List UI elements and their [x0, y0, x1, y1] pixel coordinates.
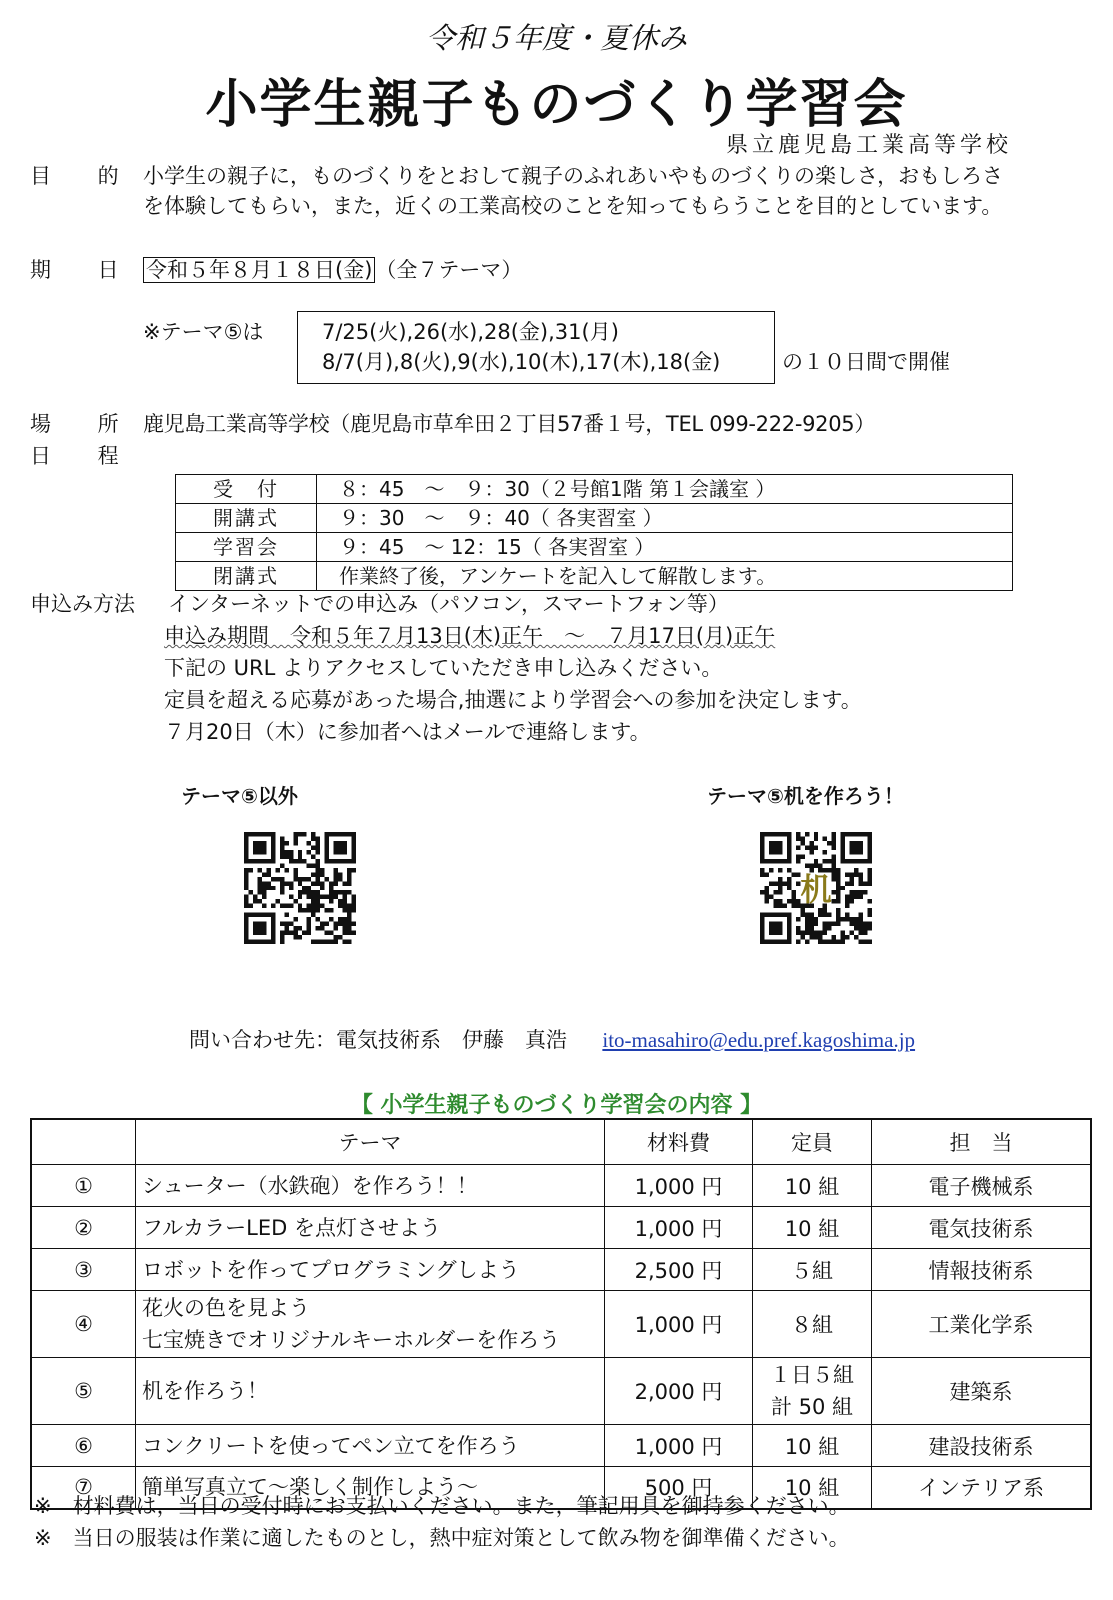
row-capacity: 10 組 — [753, 1165, 872, 1207]
header-number — [31, 1119, 136, 1165]
schedule-row-detail: ９：30 ～ ９：40（ 各実習室 ） — [317, 504, 1013, 533]
theme5-note-prefix: ※テーマ⑤は — [143, 320, 264, 344]
schedule-row — [176, 475, 1013, 504]
table-row — [31, 1358, 1091, 1425]
theme5-dates-line2: 8/7(月),8(火),9(水),10(木),17(木),18(金) — [322, 350, 721, 374]
contact-person: 問い合わせ先：電気技術系 伊藤 真浩 — [189, 1028, 567, 1052]
contents-table — [30, 1118, 1092, 1510]
row-cost: 2,500 円 — [605, 1249, 753, 1291]
event-date: 令和５年８月１８日(金) — [143, 257, 375, 283]
header-cost: 材料費 — [605, 1119, 753, 1165]
row-number: ④ — [31, 1291, 136, 1358]
row-cost: 2,000 円 — [605, 1358, 753, 1425]
qr-code-icon — [760, 832, 872, 944]
header-department: 担 当 — [872, 1119, 1092, 1165]
row-cost: 1,000 円 — [605, 1165, 753, 1207]
note-clothing: ※ 当日の服装は作業に適したものとし，熱中症対策として飲み物を御準備ください。 — [34, 1526, 850, 1550]
schedule-row-name: 学習会 — [176, 533, 317, 562]
header-capacity: 定員 — [753, 1119, 872, 1165]
schedule-row — [176, 504, 1013, 533]
row-number: ⑤ — [31, 1358, 136, 1425]
row-theme: コンクリートを使ってペン立てを作ろう — [136, 1425, 605, 1467]
row-cost: 500 円 — [605, 1467, 753, 1509]
application-url-instruction: 下記の URL よりアクセスしていただき申し込みください。 — [164, 656, 723, 680]
row-theme: 机を作ろう！ — [136, 1358, 605, 1425]
row-theme: 簡単写真立て～楽しく制作しよう～ — [136, 1467, 605, 1509]
row-department: 建設技術系 — [872, 1425, 1092, 1467]
row-department: インテリア系 — [872, 1467, 1092, 1509]
table-row — [31, 1425, 1091, 1467]
row-capacity: 10 組 — [753, 1425, 872, 1467]
application-lottery-note: 定員を超える応募があった場合,抽選により学習会への参加を決定します。 — [164, 688, 862, 712]
row-number: ⑥ — [31, 1425, 136, 1467]
row-capacity-line2: 計 50 組 — [770, 1395, 854, 1419]
application-label: 申込み方法 — [30, 592, 135, 616]
application-notification-note: ７月20日（木）に参加者へはメールで連絡します。 — [164, 720, 651, 744]
schedule-row-detail: 作業終了後，アンケートを記入して解散します。 — [317, 562, 1013, 591]
row-capacity: 10 組 — [753, 1467, 872, 1509]
qr-code-icon — [244, 832, 356, 944]
purpose-label: 目 的 — [30, 164, 139, 188]
row-cost: 1,000 円 — [605, 1207, 753, 1249]
contents-header-row — [31, 1119, 1091, 1165]
table-row — [31, 1291, 1091, 1358]
qr-center-character: 机 — [800, 872, 832, 909]
table-row — [31, 1249, 1091, 1291]
row-capacity: ５組 — [753, 1249, 872, 1291]
schedule-row-name: 開講式 — [176, 504, 317, 533]
row-department: 建築系 — [872, 1358, 1092, 1425]
contents-heading: 【 小学生親子ものづくり学習会の内容 】 — [350, 1093, 763, 1118]
place-value: 鹿児島工業高等学校（鹿児島市草牟田２丁目57番１号，TEL 099-222-9205） — [143, 412, 876, 436]
date-label: 期 日 — [30, 258, 139, 282]
row-capacity-line1: １日５組 — [770, 1363, 854, 1387]
row-cost: 1,000 円 — [605, 1291, 753, 1358]
row-department: 情報技術系 — [872, 1249, 1092, 1291]
schedule-row-detail: ８：45 ～ ９：30（２号館1階 第１会議室 ） — [317, 475, 1013, 504]
page-subtitle: 令和５年度・夏休み — [425, 21, 687, 55]
row-theme: ロボットを作ってプログラミングしよう — [136, 1249, 605, 1291]
row-capacity — [753, 1358, 872, 1425]
qr-left-label: テーマ⑤以外 — [181, 784, 298, 808]
row-number: ② — [31, 1207, 136, 1249]
row-capacity: 10 組 — [753, 1207, 872, 1249]
schedule-row-detail: ９：45 ～ 12：15（ 各実習室 ） — [317, 533, 1013, 562]
row-department: 電子機械系 — [872, 1165, 1092, 1207]
row-department: 工業化学系 — [872, 1291, 1092, 1358]
contact-email-link[interactable]: ito-masahiro@edu.pref.kagoshima.jp — [602, 1028, 916, 1052]
row-cost: 1,000 円 — [605, 1425, 753, 1467]
date-line — [143, 254, 522, 284]
schedule-row — [176, 533, 1013, 562]
page-title: 小学生親子ものづくり学習会 — [205, 75, 908, 135]
purpose-text-line2: を体験してもらい，また，近くの工業高校のことを知ってもらうことを目的としています。 — [143, 194, 1003, 218]
row-theme-line2: 七宝焼きでオリジナルキーホルダーを作ろう — [142, 1328, 561, 1352]
row-theme: フルカラーLED を点灯させよう — [136, 1207, 605, 1249]
application-period: 申込み期間 令和５年７月13日(木)正午 ～ ７月17日(月)正午 — [164, 624, 776, 648]
row-department: 電気技術系 — [872, 1207, 1092, 1249]
schedule-row-name: 閉講式 — [176, 562, 317, 591]
row-capacity: ８組 — [753, 1291, 872, 1358]
row-number: ⑦ — [31, 1467, 136, 1509]
schedule-label: 日 程 — [30, 444, 139, 468]
application-method: インターネットでの申込み（パソコン，スマートフォン等） — [168, 592, 729, 616]
row-theme-line1: 花火の色を見よう — [142, 1296, 310, 1320]
purpose-text-line1: 小学生の親子に，ものづくりをとおして親子のふれあいやものづくりの楽しさ，おもしろさ — [143, 164, 1004, 188]
school-name: 県立鹿児島工業高等学校 — [726, 133, 1013, 158]
theme5-dates-suffix: の１０日間で開催 — [782, 350, 950, 374]
row-number: ③ — [31, 1249, 136, 1291]
qr-code-general[interactable] — [244, 832, 356, 944]
qr-code-theme5[interactable] — [760, 832, 872, 944]
theme5-dates-line1: 7/25(火),26(水),28(金),31(月) — [322, 320, 619, 344]
table-row — [31, 1165, 1091, 1207]
note-cost: ※ 材料費は，当日の受付時にお支払いください。また，筆記用具を御持参ください。 — [34, 1494, 850, 1518]
schedule-table — [175, 474, 1013, 591]
row-theme — [136, 1291, 605, 1358]
row-theme: シューター（水鉄砲）を作ろう！！ — [136, 1165, 605, 1207]
qr-right-label: テーマ⑤机を作ろう！ — [707, 784, 904, 808]
contact-line — [189, 1024, 915, 1054]
table-row — [31, 1207, 1091, 1249]
row-number: ① — [31, 1165, 136, 1207]
schedule-row-name: 受 付 — [176, 475, 317, 504]
header-theme: テーマ — [136, 1119, 605, 1165]
schedule-row — [176, 562, 1013, 591]
theme-count: （全７テーマ） — [375, 258, 523, 282]
place-label: 場 所 — [30, 412, 139, 436]
